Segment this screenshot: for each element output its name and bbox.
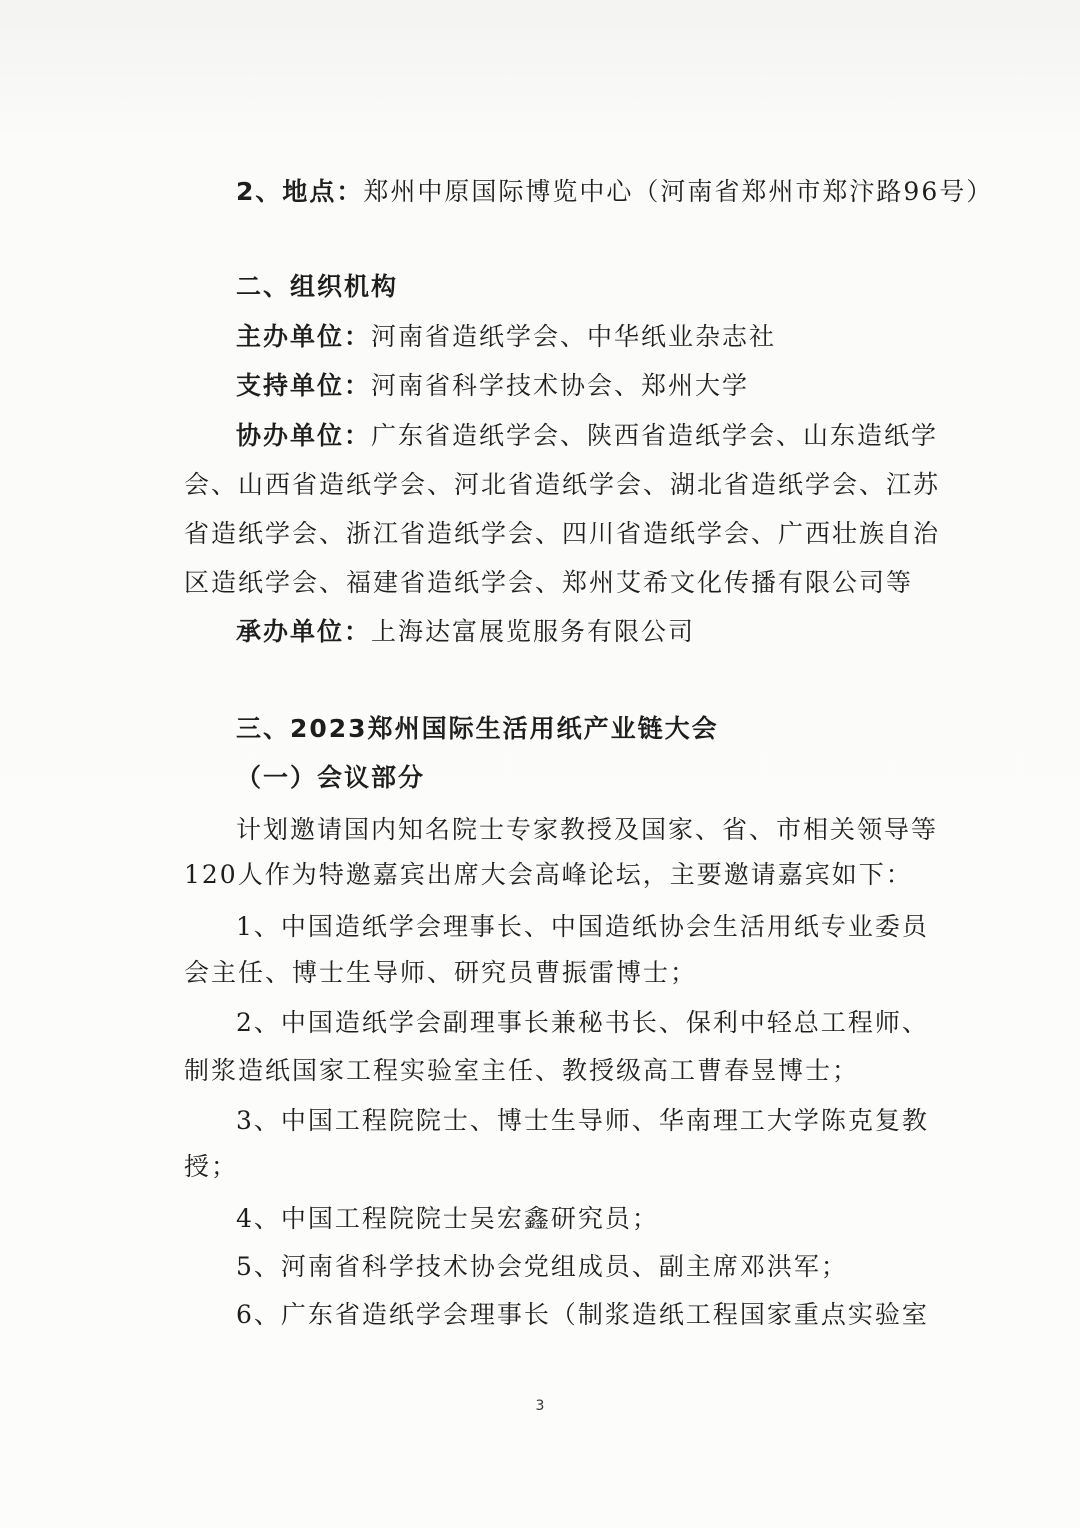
coorganizer-label: 协办单位：: [236, 421, 372, 450]
host-line: [236, 320, 776, 354]
guest-1-line-2: 会主任、博士生导师、研究员曹振雷博士；: [184, 958, 698, 987]
section-heading-conference: 三、2023郑州国际生活用纸产业链大会: [236, 714, 719, 743]
subsection-heading-meeting: （一）会议部分: [236, 763, 426, 792]
coorganizer-text-1: 广东省造纸学会、陕西省造纸学会、山东造纸学: [371, 421, 939, 450]
support-value: 河南省科学技术协会、郑州大学: [371, 371, 750, 400]
host-value: 河南省造纸学会、中华纸业杂志社: [371, 322, 777, 351]
location-line: [236, 175, 993, 209]
page-number: 3: [535, 1398, 545, 1414]
guest-2-line-1: 2、中国造纸学会副理事长兼秘书长、保利中轻总工程师、: [236, 1008, 929, 1037]
guest-2-line-2: 制浆造纸国家工程实验室主任、教授级高工曹春昱博士；: [184, 1056, 860, 1085]
organizer-value: 上海达富展览服务有限公司: [371, 617, 696, 646]
coorganizer-line-4: 区造纸学会、福建省造纸学会、郑州艾希文化传播有限公司等: [184, 568, 914, 597]
guest-4: 4、中国工程院院士吴宏鑫研究员；: [236, 1204, 659, 1233]
organizer-label: 承办单位：: [236, 617, 372, 646]
intro-line-2: 120人作为特邀嘉宾出席大会高峰论坛，主要邀请嘉宾如下：: [184, 860, 913, 889]
coorganizer-line-2: 会、山西省造纸学会、河北省造纸学会、湖北省造纸学会、江苏: [184, 470, 941, 499]
section-heading-organization: 二、组织机构: [236, 272, 399, 301]
coorganizer-line-3: 省造纸学会、浙江省造纸学会、四川省造纸学会、广西壮族自治: [184, 519, 941, 548]
guest-6-line-1: 6、广东省造纸学会理事长（制浆造纸工程国家重点实验室: [236, 1300, 929, 1329]
guest-3-line-2: 授；: [184, 1152, 239, 1181]
intro-line-1: 计划邀请国内知名院士专家教授及国家、省、市相关领导等: [236, 815, 939, 844]
organizer-line: [236, 615, 695, 649]
guest-3-line-1: 3、中国工程院院士、博士生导师、华南理工大学陈克复教: [236, 1106, 929, 1135]
host-label: 主办单位：: [236, 322, 372, 351]
guest-5: 5、河南省科学技术协会党组成员、副主席邓洪军；: [236, 1252, 848, 1281]
support-label: 支持单位：: [236, 371, 372, 400]
coorganizer-line-1: [236, 419, 938, 453]
support-line: [236, 369, 749, 403]
location-label: 2、地点：: [236, 177, 364, 206]
guest-1-line-1: 1、中国造纸学会理事长、中国造纸协会生活用纸专业委员: [236, 912, 929, 941]
location-value: 郑州中原国际博览中心（河南省郑州市郑汴路96号）: [363, 177, 994, 206]
